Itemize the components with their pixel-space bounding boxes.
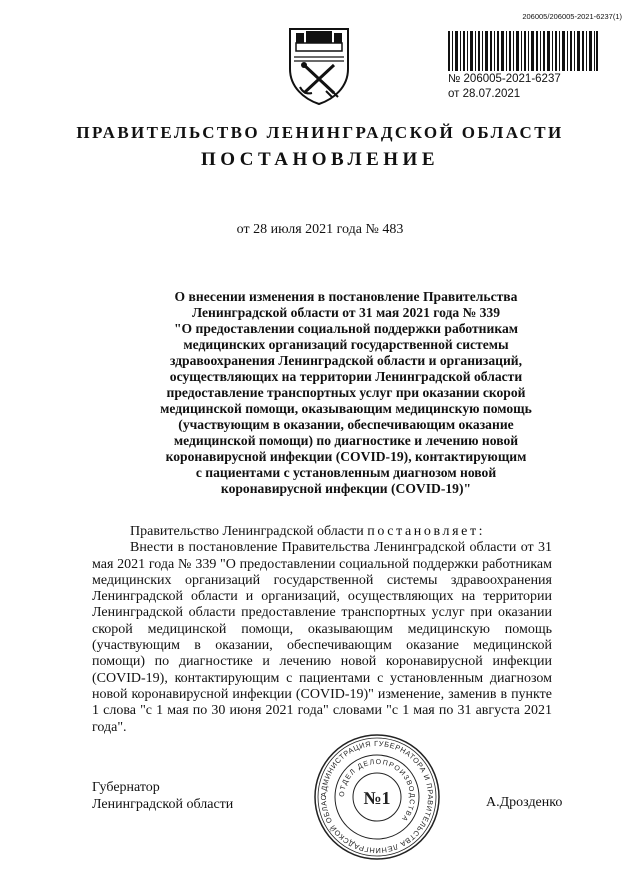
resolution-line bbox=[92, 524, 552, 540]
signer-name: А.Дрозденко bbox=[486, 795, 563, 810]
title-line: Ленинградской области от 31 мая 2021 года № 339 bbox=[191, 305, 501, 320]
decree-title bbox=[140, 289, 552, 497]
title-line: (участвующим в оказании, обеспечивающим оказание bbox=[178, 417, 514, 432]
title-line: "О предоставлении социальной поддержки работникам bbox=[173, 321, 519, 336]
title-line: с пациентами с установленным диагнозом новой bbox=[195, 465, 497, 480]
title-line: медицинских организаций государственной системы bbox=[183, 337, 509, 352]
barcode bbox=[448, 31, 598, 71]
registration-date: от 28.07.2021 bbox=[448, 88, 521, 100]
registration-number: № 206005-2021-6237 bbox=[448, 73, 561, 85]
organization-name: ПРАВИТЕЛЬСТВО ЛЕНИНГРАДСКОЙ ОБЛАСТИ bbox=[76, 123, 564, 142]
title-line: О внесении изменения в постановление Правительства bbox=[174, 289, 518, 304]
title-line: медицинской помощи, оказывающим медицинскую помощь bbox=[160, 401, 532, 416]
seal-ring-text: АДМИНИСТРАЦИЯ ГУБЕРНАТОРА И ПРАВИТЕЛЬСТВА ЛЕНИНГРАДСКОЙ ОБЛАС bbox=[318, 738, 436, 856]
seal-inner-text: ОТДЕЛ ДЕЛОПРОИЗВОДСТВА bbox=[338, 758, 416, 823]
official-seal-stamp bbox=[312, 732, 442, 862]
coat-of-arms-emblem bbox=[286, 25, 352, 107]
resolution-subject: Правительство Ленинградской области bbox=[130, 524, 364, 539]
title-line: медицинской помощи) по диагностике и лечению новой bbox=[173, 433, 519, 448]
decree-date-number: от 28 июля 2021 года № 483 bbox=[236, 222, 404, 237]
decree-body bbox=[92, 524, 552, 736]
title-line: коронавирусной инфекции (COVID-19)" bbox=[220, 481, 472, 496]
seal-center-number: №1 bbox=[363, 788, 391, 808]
document-id: 206005/206005-2021-6237(1) bbox=[522, 12, 622, 21]
title-line: осуществляющих на территории Ленинградской области bbox=[169, 369, 523, 384]
position-line: Ленинградской области bbox=[92, 797, 234, 812]
position-line: Губернатор bbox=[92, 780, 160, 795]
resolution-verb: постановляет: bbox=[367, 524, 486, 539]
title-line: предоставление транспортных услуг при оказании скорой bbox=[166, 385, 526, 400]
body-paragraph: Внести в постановление Правительства Ленинградской области от 31 мая 2021 года № 339 "О предоставлении социальной поддержки работникам медицинских организаций государственной системы здравоохранения Ленинградской области и организаций, осуществляющих на территории Ленинградской области предоставление транспортных услуг при оказании скорой медицинской помощи, оказывающим медицинскую помощь (участвующим в оказании, обеспечивающим оказание медицинской помощи) по диагностике и лечению новой коронавирусной инфекции (COVID-19), контактирующим с пациентами с установленным диагнозом новой коронавирусной инфекции (COVID-19)" изменение, заменив в пункте 1 слова "с 1 мая по 30 июня 2021 года" словами "с 1 мая по 31 августа 2021 года". bbox=[92, 540, 552, 735]
signatory-position bbox=[92, 779, 233, 813]
title-line: коронавирусной инфекции (COVID-19), контактирующим bbox=[165, 449, 527, 464]
title-line: здравоохранения Ленинградской области и организаций, bbox=[169, 353, 523, 368]
registration-block bbox=[448, 31, 626, 101]
document-type: ПОСТАНОВЛЕНИЕ bbox=[200, 149, 440, 170]
